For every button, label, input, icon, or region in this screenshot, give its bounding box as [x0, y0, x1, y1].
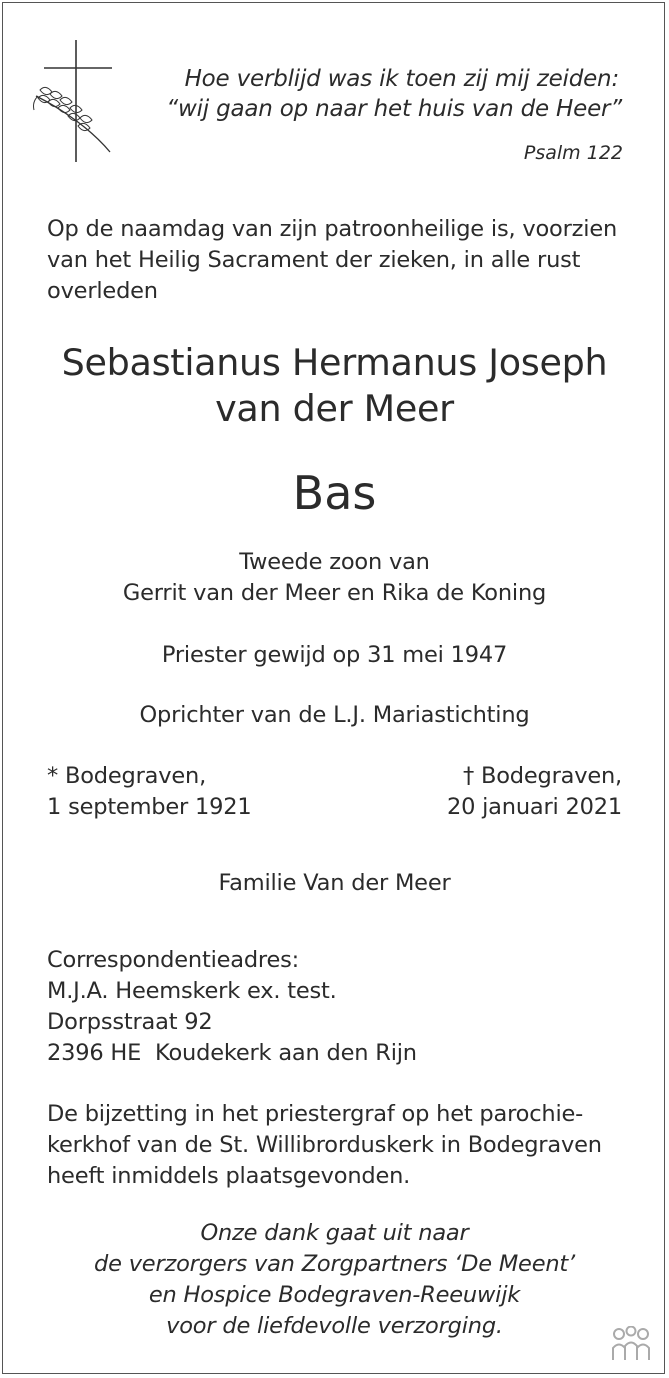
- death-place: † Bodegraven,: [462, 763, 622, 789]
- burial-notice: [47, 1099, 602, 1192]
- ordination-text: Priester gewijd op 31 mei 1947: [161, 642, 508, 668]
- parents-text: [0, 547, 669, 609]
- address-postal: 2396 HE Koudekerk aan den Rijn: [47, 1040, 417, 1066]
- correspondence-address: [47, 945, 417, 1069]
- death-date: 20 januari 2021: [446, 794, 622, 820]
- thanks-text: [0, 1218, 669, 1342]
- address-label: Correspondentieadres:: [47, 947, 300, 973]
- birth-date: 1 september 1921: [47, 794, 252, 820]
- parents-line-2: Gerrit van der Meer en Rika de Koning: [122, 580, 547, 606]
- burial-line-2: kerkhof van de St. Willibrorduskerk in Bodegraven: [47, 1132, 602, 1158]
- call-name: Bas: [292, 466, 377, 520]
- thanks-line-4: voor de liefdevolle verzorging.: [166, 1313, 503, 1339]
- intro-line-1: Op de naamdag van zijn patroonheilige is, voorzien: [47, 216, 618, 242]
- address-name: M.J.A. Heemskerk ex. test.: [47, 978, 337, 1004]
- thanks-line-3: en Hospice Bodegraven-Reeuwijk: [148, 1282, 521, 1308]
- verse-line-1: Hoe verblijd was ik toen zij mij zeiden:: [184, 66, 619, 92]
- intro-line-2: van het Heilig Sacrament der zieken, in alle rust: [47, 247, 581, 273]
- deceased-full-name: [0, 340, 669, 432]
- verse-source: Psalm 122: [523, 142, 623, 164]
- cross-with-wheat-icon: [30, 38, 120, 164]
- name-line-2: van der Meer: [215, 387, 454, 430]
- family-signature: Familie Van der Meer: [218, 870, 451, 896]
- family-people-icon: [610, 1326, 652, 1362]
- thanks-line-2: de verzorgers van Zorgpartners ‘De Meent’: [94, 1251, 575, 1277]
- name-line-1: Sebastianus Hermanus Joseph: [61, 341, 608, 384]
- birth-place: * Bodegraven,: [47, 763, 207, 789]
- death-info: [447, 761, 622, 823]
- burial-line-3: heeft inmiddels plaatsgevonden.: [47, 1163, 411, 1189]
- burial-line-1: De bijzetting in het priestergraf op het parochie-: [47, 1101, 584, 1127]
- verse-line-2: “wij gaan op naar het huis van de Heer”: [166, 96, 622, 122]
- address-street: Dorpsstraat 92: [47, 1009, 213, 1035]
- psalm-verse: [130, 64, 622, 124]
- thanks-line-1: Onze dank gaat uit naar: [200, 1220, 469, 1246]
- intro-line-3: overleden: [47, 278, 158, 304]
- parents-line-1: Tweede zoon van: [239, 549, 430, 575]
- founder-text: Oprichter van de L.J. Mariastichting: [139, 702, 530, 728]
- birth-info: [47, 761, 252, 823]
- intro-text: [47, 214, 617, 307]
